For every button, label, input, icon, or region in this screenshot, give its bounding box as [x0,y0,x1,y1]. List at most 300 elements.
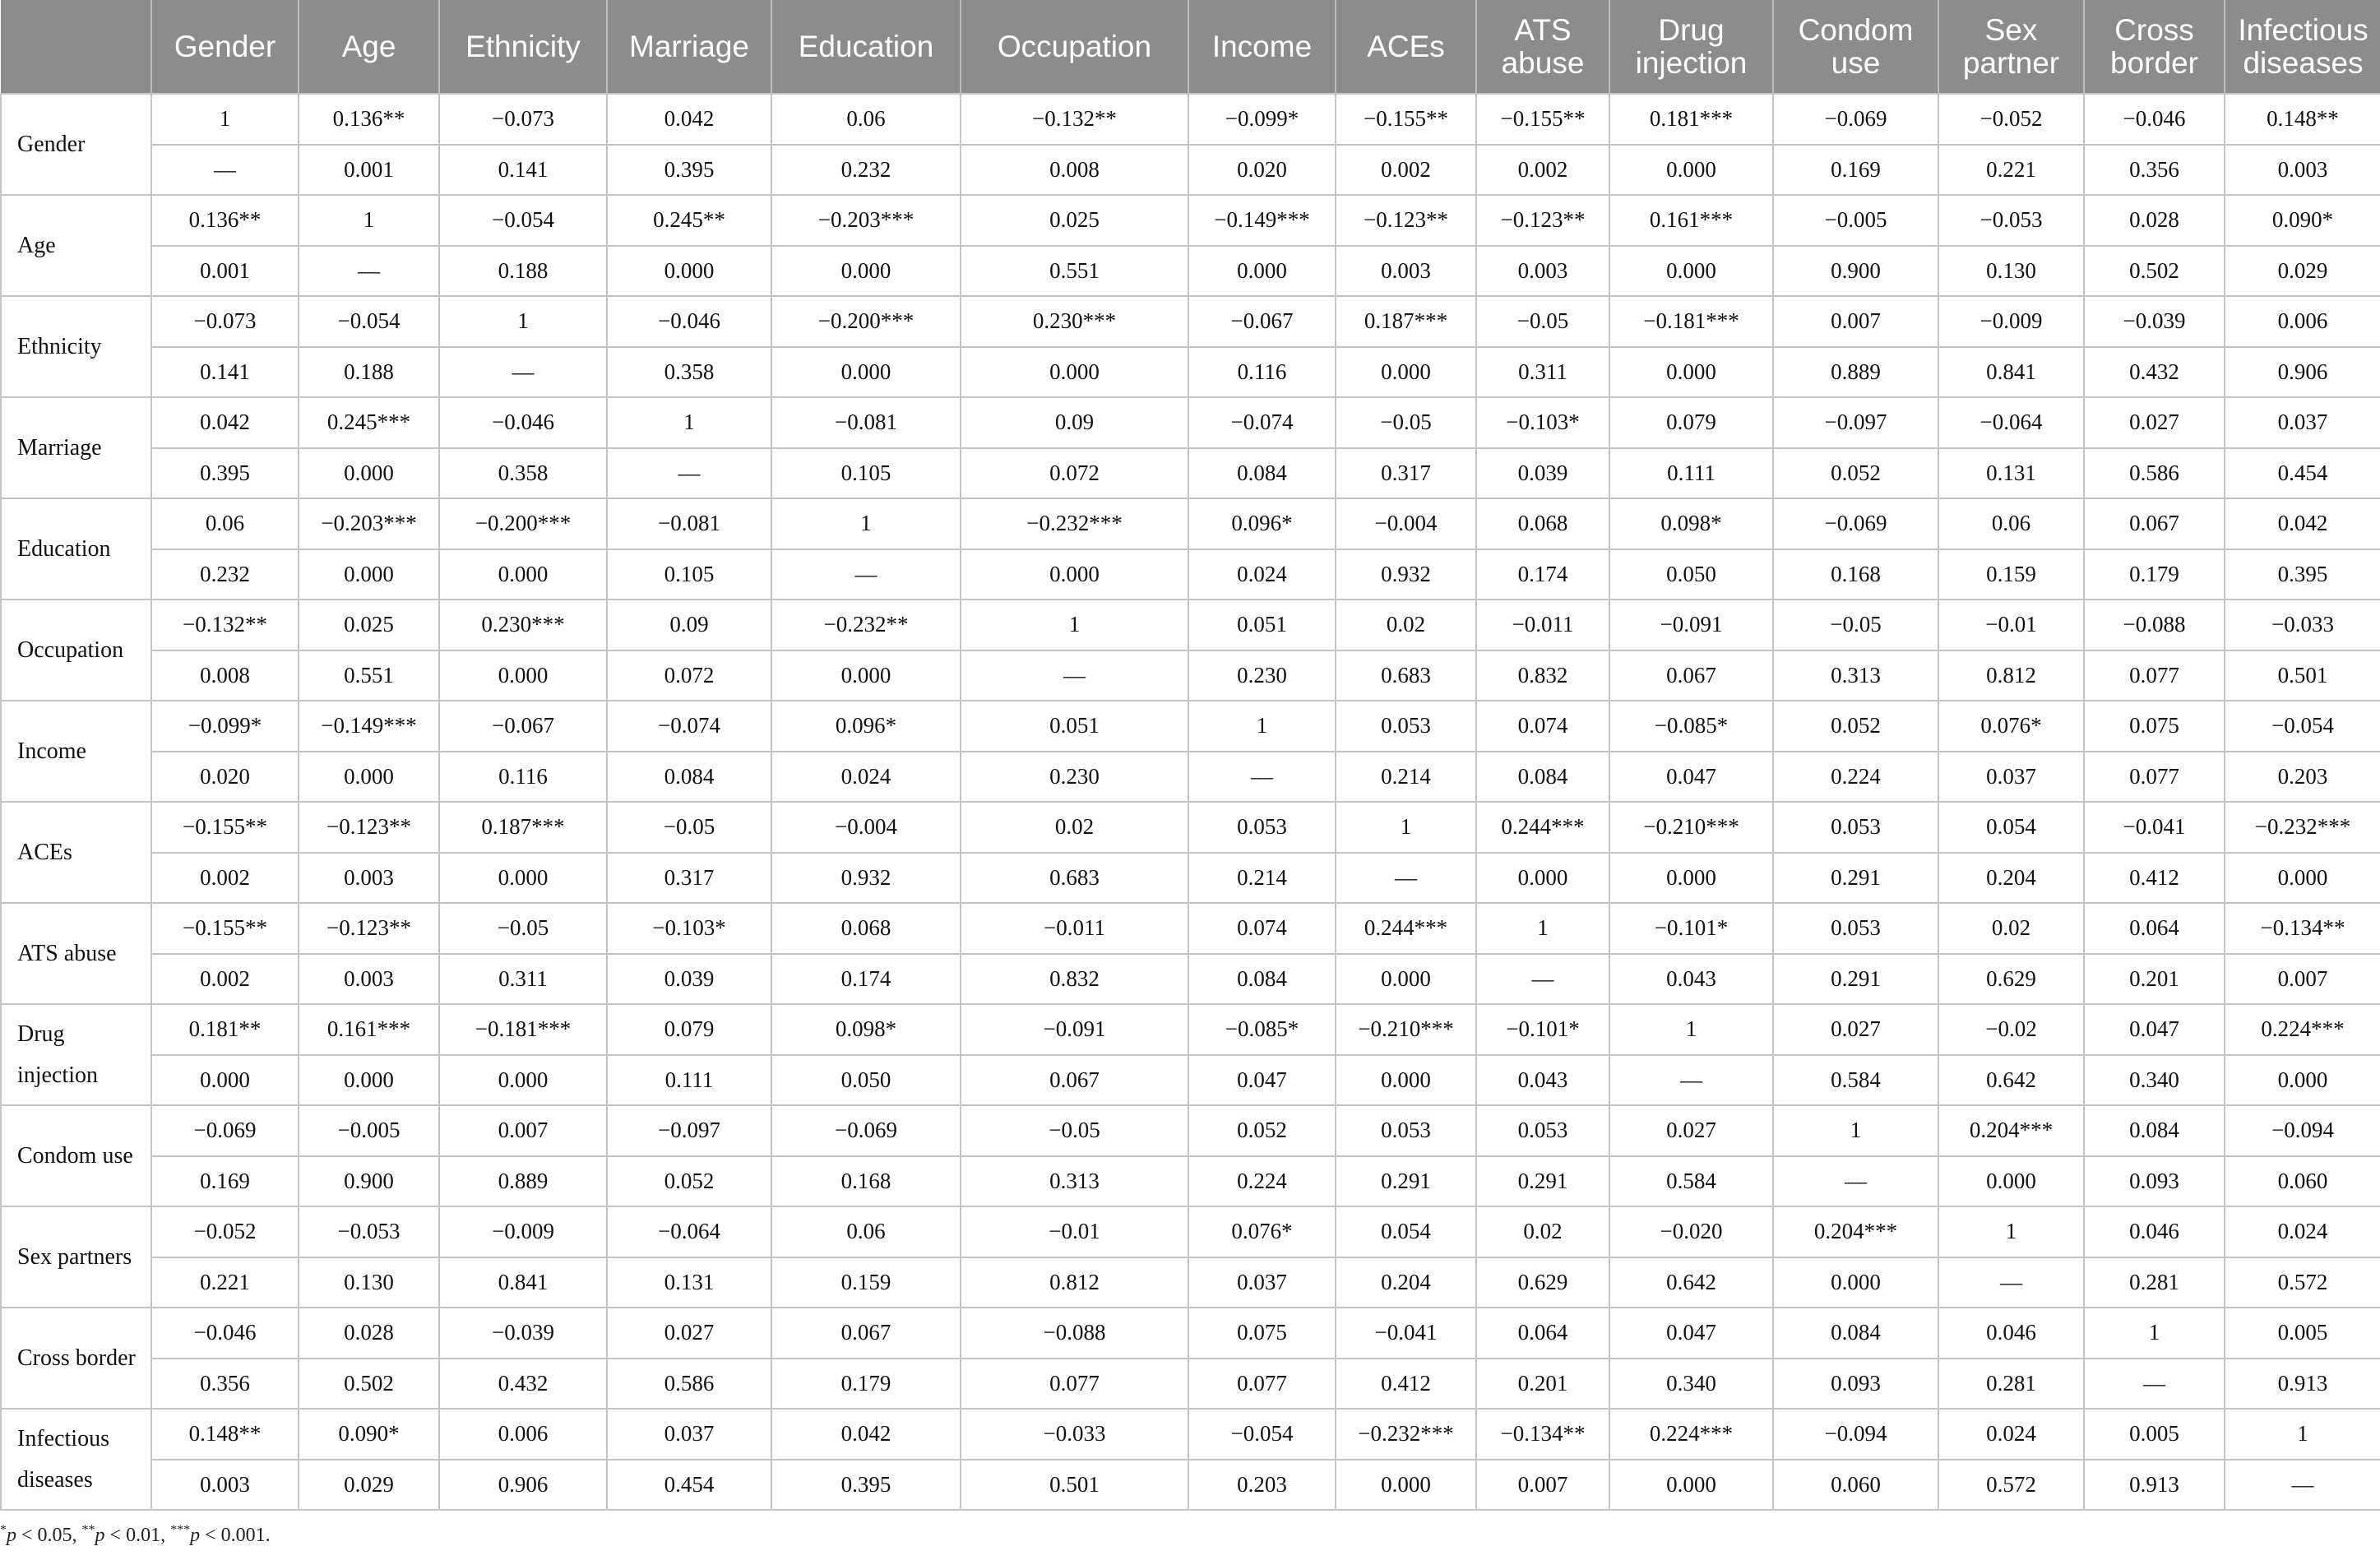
row-label: Gender [1,94,151,195]
row-label: Ethnicity [1,296,151,397]
correlation-cell: −0.210*** [1609,802,1773,853]
p-value-cell: 0.214 [1336,752,1476,803]
p-value-cell: 0.356 [151,1359,299,1410]
correlation-cell: 0.067 [771,1308,961,1359]
correlation-cell: 1 [771,498,961,549]
correlation-cell: −0.099* [1188,94,1336,145]
p-value-cell: 0.060 [1773,1460,1938,1511]
correlation-cell: −0.155** [1476,94,1609,145]
correlation-cell: 0.007 [1773,296,1938,347]
correlation-cell: −0.041 [1336,1308,1476,1359]
p-value-cell: 0.024 [1188,549,1336,600]
p-value-cell: 0.093 [2084,1156,2225,1207]
p-value-cell: 0.047 [1609,752,1773,803]
correlation-cell: −0.033 [2225,599,2380,650]
p-value-cell: 0.454 [2225,448,2380,499]
correlation-cell: −0.039 [439,1308,607,1359]
p-value-cell: 0.007 [2225,954,2380,1005]
p-value-cell: 0.586 [2084,448,2225,499]
correlation-cell: 0.245*** [299,397,439,448]
correlation-cell: 0.181** [151,1004,299,1055]
correlation-cell: 1 [1188,701,1336,752]
p-value-cell: 0.501 [2225,650,2380,701]
correlation-cell: −0.232*** [1336,1409,1476,1460]
correlation-cell: −0.064 [607,1206,771,1257]
p-value-cell: 0.311 [1476,347,1609,398]
column-header: Income [1188,0,1336,94]
p-value-cell: — [1336,853,1476,904]
p-value-cell: 0.642 [1609,1257,1773,1308]
correlation-cell: 0.068 [771,903,961,954]
p-value-cell: 0.060 [2225,1156,2380,1207]
p-value-cell: 0.008 [961,145,1188,196]
table-footnote [0,1523,271,1547]
correlation-cell: −0.01 [961,1206,1188,1257]
p-value-cell: 0.084 [1476,752,1609,803]
p-value-cell: 0.000 [299,1055,439,1106]
correlation-cell: 0.053 [1773,903,1938,954]
correlation-cell: 0.042 [607,94,771,145]
p-value-cell: 0.906 [2225,347,2380,398]
p-value-cell: 0.395 [607,145,771,196]
column-header: Occupation [961,0,1188,94]
correlation-cell: 1 [439,296,607,347]
p-value-cell: 0.047 [1188,1055,1336,1106]
footnote-marker-1: * [0,1523,7,1537]
correlation-cell: 0.037 [2225,397,2380,448]
p-value-cell: 0.000 [1336,954,1476,1005]
p-value-cell: 0.077 [2084,752,2225,803]
correlation-cell: 0.054 [1938,802,2084,853]
correlation-cell: −0.046 [607,296,771,347]
correlation-cell: −0.05 [607,802,771,853]
correlation-row [1,1004,2380,1055]
footnote-marker-3: *** [170,1523,191,1537]
correlation-cell: 0.027 [607,1308,771,1359]
p-value-cell: 0.841 [439,1257,607,1308]
correlation-cell: 0.064 [1476,1308,1609,1359]
p-value-cell: 0.000 [439,853,607,904]
correlation-cell: −0.132** [151,599,299,650]
p-value-cell: 0.358 [439,448,607,499]
correlation-cell: 0.079 [607,1004,771,1055]
correlation-cell: 0.068 [1476,498,1609,549]
correlation-cell: 0.053 [1188,802,1336,853]
correlation-cell: −0.064 [1938,397,2084,448]
column-header: Sex partner [1938,0,2084,94]
p-value-cell: 0.000 [439,1055,607,1106]
p-value-cell: 0.000 [607,246,771,297]
correlation-cell: −0.020 [1609,1206,1773,1257]
footnote-p-3: p [190,1525,201,1546]
correlation-cell: 0.02 [1476,1206,1609,1257]
correlation-cell: −0.073 [439,94,607,145]
p-value-cell: 0.001 [299,145,439,196]
p-value-cell: 0.221 [151,1257,299,1308]
p-value-cell: 0.358 [607,347,771,398]
correlation-cell: −0.053 [299,1206,439,1257]
correlation-cell: −0.054 [439,195,607,246]
correlation-cell: −0.203*** [771,195,961,246]
p-value-cell: 0.052 [1773,448,1938,499]
p-value-cell: 0.900 [299,1156,439,1207]
correlation-cell: 0.096* [1188,498,1336,549]
correlation-cell: 0.161*** [299,1004,439,1055]
correlation-cell: 0.098* [1609,498,1773,549]
correlation-cell: −0.200*** [439,498,607,549]
correlation-cell: 0.181*** [1609,94,1773,145]
p-value-cell: 0.356 [2084,145,2225,196]
p-value-cell: — [1188,752,1336,803]
p-value-row [1,1460,2380,1511]
correlation-row [1,195,2380,246]
correlation-cell: 0.024 [1938,1409,2084,1460]
p-value-cell: 0.000 [1609,853,1773,904]
correlation-cell: 0.042 [2225,498,2380,549]
p-value-row [1,448,2380,499]
p-value-cell: 0.111 [1609,448,1773,499]
correlation-cell: −0.203*** [299,498,439,549]
correlation-cell: 0.244*** [1336,903,1476,954]
p-value-cell: 0.201 [1476,1359,1609,1410]
p-value-row [1,752,2380,803]
p-value-cell: 0.029 [299,1460,439,1511]
p-value-row [1,549,2380,600]
correlation-cell: −0.05 [1476,296,1609,347]
correlation-cell: 1 [607,397,771,448]
p-value-cell: 0.039 [1476,448,1609,499]
column-header: Infectious diseases [2225,0,2380,94]
p-value-cell: 0.000 [1609,1460,1773,1511]
correlation-cell: −0.134** [2225,903,2380,954]
p-value-cell: 0.000 [2225,1055,2380,1106]
correlation-cell: −0.123** [299,802,439,853]
correlation-cell: 1 [1476,903,1609,954]
p-value-cell: 0.179 [2084,549,2225,600]
correlation-cell: −0.081 [771,397,961,448]
correlation-cell: 0.053 [1336,1105,1476,1156]
correlation-cell: −0.009 [1938,296,2084,347]
column-header: Condom use [1773,0,1938,94]
correlation-cell: −0.074 [607,701,771,752]
p-value-cell: 0.832 [961,954,1188,1005]
correlation-cell: 0.09 [607,599,771,650]
p-value-cell: 0.000 [299,448,439,499]
p-value-cell: 0.683 [1336,650,1476,701]
p-value-cell: 0.432 [439,1359,607,1410]
p-value-cell: 0.000 [771,246,961,297]
p-value-cell: 0.002 [1476,145,1609,196]
p-value-cell: — [439,347,607,398]
correlation-cell: −0.088 [2084,599,2225,650]
correlation-row [1,1308,2380,1359]
p-value-cell: 0.502 [2084,246,2225,297]
correlation-cell: −0.046 [151,1308,299,1359]
p-value-cell: 0.169 [1773,145,1938,196]
p-value-cell: — [1609,1055,1773,1106]
p-value-cell: 0.000 [299,549,439,600]
p-value-cell: 0.130 [1938,246,2084,297]
correlation-cell: −0.004 [1336,498,1476,549]
correlation-cell: −0.123** [299,903,439,954]
p-value-cell: 0.281 [1938,1359,2084,1410]
p-value-cell: 0.311 [439,954,607,1005]
correlation-cell: −0.011 [961,903,1188,954]
correlation-cell: 0.187*** [1336,296,1476,347]
correlation-cell: −0.054 [1188,1409,1336,1460]
p-value-cell: — [1773,1156,1938,1207]
p-value-cell: 0.000 [439,549,607,600]
correlation-cell: 0.187*** [439,802,607,853]
p-value-cell: 0.221 [1938,145,2084,196]
correlation-cell: −0.054 [2225,701,2380,752]
column-header: Ethnicity [439,0,607,94]
row-label: Marriage [1,397,151,498]
correlation-cell: −0.005 [299,1105,439,1156]
p-value-cell: 0.000 [1336,1460,1476,1511]
p-value-cell: 0.105 [607,549,771,600]
correlation-cell: −0.094 [2225,1105,2380,1156]
correlation-cell: 0.230*** [961,296,1188,347]
correlation-cell: −0.054 [299,296,439,347]
p-value-cell: 0.003 [299,954,439,1005]
footnote-text-3: < 0.001. [200,1525,271,1546]
correlation-cell: 0.028 [2084,195,2225,246]
p-value-cell: — [1476,954,1609,1005]
footnote-p-2: p [95,1525,105,1546]
p-value-cell: 0.002 [151,954,299,1005]
table-body [1,94,2380,1510]
correlation-cell: 0.027 [1773,1004,1938,1055]
p-value-row [1,1257,2380,1308]
correlation-cell: −0.232*** [2225,802,2380,853]
p-value-cell: 0.412 [1336,1359,1476,1410]
footnote-marker-2: ** [81,1523,95,1537]
p-value-cell: — [607,448,771,499]
correlation-cell: 0.098* [771,1004,961,1055]
p-value-cell: 0.204 [1336,1257,1476,1308]
correlation-cell: 0.028 [299,1308,439,1359]
correlation-cell: 0.074 [1476,701,1609,752]
p-value-cell: 0.000 [961,347,1188,398]
correlation-cell: −0.073 [151,296,299,347]
column-header: ACEs [1336,0,1476,94]
column-header: Education [771,0,961,94]
p-value-cell: 0.003 [1476,246,1609,297]
p-value-cell: 0.050 [1609,549,1773,600]
p-value-cell: 0.000 [1476,853,1609,904]
p-value-cell: 0.203 [2225,752,2380,803]
p-value-cell: 0.454 [607,1460,771,1511]
p-value-cell: 0.340 [2084,1055,2225,1106]
p-value-cell: 0.889 [439,1156,607,1207]
p-value-cell: 0.000 [439,650,607,701]
p-value-cell: 0.000 [771,650,961,701]
correlation-cell: 0.06 [771,1206,961,1257]
p-value-cell: 0.029 [2225,246,2380,297]
p-value-cell: 0.586 [607,1359,771,1410]
correlation-cell: −0.232*** [961,498,1188,549]
correlation-cell: −0.097 [607,1105,771,1156]
correlation-cell: 0.084 [2084,1105,2225,1156]
correlation-row [1,397,2380,448]
p-value-cell: 0.003 [1336,246,1476,297]
correlation-cell: 0.054 [1336,1206,1476,1257]
p-value-cell: 0.050 [771,1055,961,1106]
correlation-cell: 1 [1609,1004,1773,1055]
p-value-cell: 0.043 [1476,1055,1609,1106]
p-value-cell: 0.281 [2084,1257,2225,1308]
p-value-cell: 0.291 [1336,1156,1476,1207]
p-value-cell: 0.629 [1938,954,2084,1005]
correlation-cell: 0.027 [2084,397,2225,448]
p-value-row [1,246,2380,297]
p-value-cell: 0.000 [1336,1055,1476,1106]
p-value-cell: 0.159 [771,1257,961,1308]
correlation-cell: −0.101* [1476,1004,1609,1055]
column-header: Drug injection [1609,0,1773,94]
correlation-cell: 0.064 [2084,903,2225,954]
correlation-cell: 0.148** [2225,94,2380,145]
row-label: Occupation [1,599,151,701]
correlation-cell: −0.052 [1938,94,2084,145]
row-label: ACEs [1,802,151,903]
correlation-cell: 1 [1336,802,1476,853]
correlation-cell: 0.148** [151,1409,299,1460]
correlation-cell: 0.005 [2084,1409,2225,1460]
p-value-cell: 0.174 [771,954,961,1005]
correlation-cell: 0.204*** [1938,1105,2084,1156]
p-value-cell: 0.913 [2225,1359,2380,1410]
p-value-cell: 0.131 [1938,448,2084,499]
p-value-cell: — [771,549,961,600]
p-value-cell: — [961,650,1188,701]
correlation-cell: −0.232** [771,599,961,650]
correlation-cell: −0.05 [961,1105,1188,1156]
p-value-cell: 0.000 [1773,1257,1938,1308]
correlation-cell: 0.006 [439,1409,607,1460]
correlation-cell: 0.052 [1773,701,1938,752]
p-value-cell: 0.203 [1188,1460,1336,1511]
row-label: Sex partners [1,1206,151,1308]
correlation-cell: −0.01 [1938,599,2084,650]
p-value-cell: 0.084 [607,752,771,803]
p-value-cell: 0.683 [961,853,1188,904]
footnote-p-1: p [7,1525,16,1546]
correlation-cell: 0.075 [1188,1308,1336,1359]
p-value-cell: 0.043 [1609,954,1773,1005]
p-value-cell: 0.169 [151,1156,299,1207]
p-value-cell: 0.077 [1188,1359,1336,1410]
p-value-cell: 0.214 [1188,853,1336,904]
correlation-cell: 0.027 [1609,1105,1773,1156]
correlation-cell: −0.132** [961,94,1188,145]
correlation-cell: 0.074 [1188,903,1336,954]
correlation-row [1,498,2380,549]
p-value-cell: 0.131 [607,1257,771,1308]
correlation-cell: 0.161*** [1609,195,1773,246]
correlation-cell: 0.042 [151,397,299,448]
correlation-cell: −0.123** [1476,195,1609,246]
p-value-cell: 0.037 [1188,1257,1336,1308]
correlation-cell: −0.210*** [1336,1004,1476,1055]
correlation-cell: 0.047 [1609,1308,1773,1359]
correlation-cell: −0.181*** [1609,296,1773,347]
correlation-cell: 0.224*** [1609,1409,1773,1460]
correlation-cell: −0.009 [439,1206,607,1257]
p-value-cell: 0.000 [299,752,439,803]
correlation-cell: −0.149*** [1188,195,1336,246]
p-value-cell: 0.572 [1938,1460,2084,1511]
p-value-cell: 0.313 [961,1156,1188,1207]
row-label: Condom use [1,1105,151,1206]
p-value-cell: 0.841 [1938,347,2084,398]
p-value-cell: 0.111 [607,1055,771,1106]
correlation-cell: −0.085* [1188,1004,1336,1055]
correlation-cell: 0.053 [1773,802,1938,853]
p-value-cell: 0.629 [1476,1257,1609,1308]
correlation-cell: −0.02 [1938,1004,2084,1055]
correlation-cell: −0.039 [2084,296,2225,347]
p-value-cell: 0.077 [2084,650,2225,701]
correlation-cell: −0.134** [1476,1409,1609,1460]
p-value-cell: 0.000 [1336,347,1476,398]
correlation-cell: 1 [2084,1308,2225,1359]
correlation-cell: 0.067 [2084,498,2225,549]
p-value-cell: 0.000 [151,1055,299,1106]
p-value-row [1,1359,2380,1410]
p-value-cell: 0.906 [439,1460,607,1511]
correlation-cell: 0.06 [771,94,961,145]
p-value-cell: 0.003 [2225,145,2380,196]
p-value-cell: 0.572 [2225,1257,2380,1308]
p-value-cell: 0.551 [299,650,439,701]
correlation-cell: −0.103* [1476,397,1609,448]
correlation-cell: −0.05 [1773,599,1938,650]
column-header: Gender [151,0,299,94]
column-header: Marriage [607,0,771,94]
correlation-cell: 0.090* [2225,195,2380,246]
correlation-cell: 0.02 [1938,903,2084,954]
correlation-cell: 0.053 [1336,701,1476,752]
p-value-cell: 0.000 [1188,246,1336,297]
column-header: ATS abuse [1476,0,1609,94]
correlation-cell: 0.09 [961,397,1188,448]
footnote-text-1: < 0.05, [16,1525,82,1546]
correlation-cell: −0.097 [1773,397,1938,448]
correlation-cell: 0.076* [1938,701,2084,752]
p-value-cell: 0.291 [1773,954,1938,1005]
p-value-cell: 0.812 [1938,650,2084,701]
p-value-cell: 0.003 [299,853,439,904]
correlation-cell: 0.06 [151,498,299,549]
p-value-cell: 0.141 [151,347,299,398]
p-value-row [1,1156,2380,1207]
correlation-cell: 1 [961,599,1188,650]
correlation-cell: 0.230*** [439,599,607,650]
row-label: Education [1,498,151,599]
correlation-cell: 0.051 [961,701,1188,752]
correlation-cell: −0.005 [1773,195,1938,246]
p-value-cell: 0.232 [151,549,299,600]
p-value-cell: 0.812 [961,1257,1188,1308]
correlation-cell: 0.245** [607,195,771,246]
correlation-cell: −0.067 [1188,296,1336,347]
row-label: Drug injection [1,1004,151,1105]
p-value-cell: 0.039 [607,954,771,1005]
p-value-cell: 0.232 [771,145,961,196]
p-value-cell: 0.932 [1336,549,1476,600]
